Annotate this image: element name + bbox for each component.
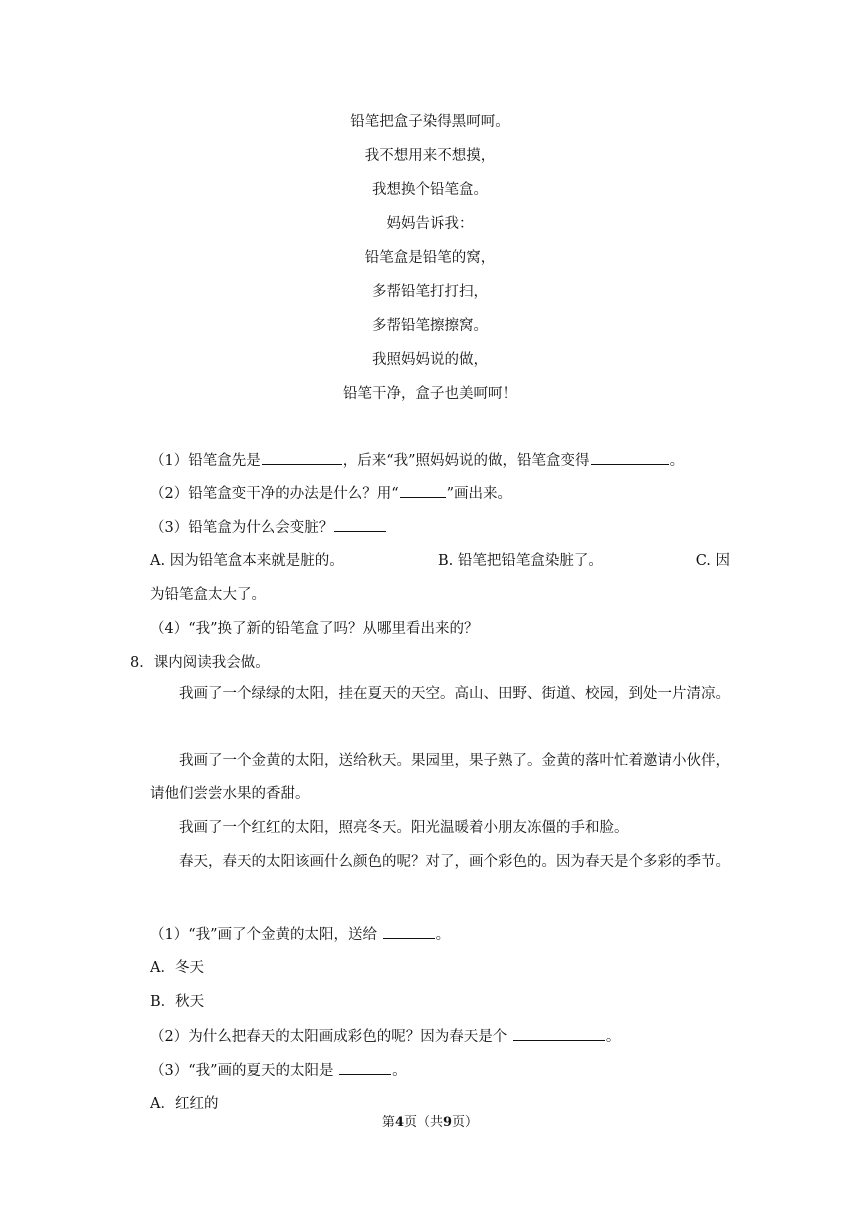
q8-paragraph: 我画了一个绿绿的太阳，挂在夏天的天空。高山、田野、街道、校园，到处一片清凉。 [179, 686, 730, 702]
q7-sub3-option-a[interactable]: A. 因为铅笔盒本来就是脏的。 [150, 553, 344, 569]
poem-line: 妈妈告诉我： [386, 216, 474, 232]
footer-text: 第 [381, 1115, 395, 1130]
q7-sub1-text-c: 。 [669, 453, 685, 469]
q8-sub3-text: （3）“我”画的夏天的太阳是 [150, 1063, 334, 1079]
q7-sub2-text-a: （2）铅笔盒变干净的办法是什么？用“ [150, 486, 399, 502]
q8-sub3-option-a[interactable]: A．红红的 [150, 1096, 219, 1112]
poem-line: 多帮铅笔擦擦窝。 [372, 318, 488, 334]
q8-sub2 [150, 1026, 620, 1047]
poem-line: 铅笔把盒子染得黑呵呵。 [350, 114, 510, 130]
q7-sub2-text-b: ”画出来。 [446, 486, 513, 502]
page-footer [0, 1111, 860, 1130]
q8-sub1 [150, 924, 450, 945]
q8-sub1-option-a[interactable]: A．冬天 [150, 960, 204, 976]
q8-sub3 [150, 1060, 407, 1081]
q8-paragraph: 春天，春天的太阳该画什么颜色的呢？对了，画个彩色的。因为春天是个多彩的季节。 [179, 854, 730, 870]
answer-blank[interactable] [513, 1026, 605, 1041]
answer-blank[interactable] [339, 1060, 391, 1075]
q8-sub1-text: （1）“我”画了个金黄的太阳，送给 [150, 927, 378, 943]
poem-line: 我想换个铅笔盒。 [372, 182, 488, 198]
footer-text: 页（共 [403, 1115, 443, 1130]
period: 。 [392, 1063, 407, 1079]
period: 。 [435, 927, 451, 943]
q8-paragraph: 我画了一个红红的太阳，照亮冬天。阳光温暖着小朋友冻僵的手和脸。 [179, 820, 629, 836]
answer-blank[interactable] [591, 450, 669, 465]
period: 。 [605, 1029, 621, 1045]
q7-sub3 [150, 517, 387, 538]
poem-line: 铅笔干净，盒子也美呵呵！ [343, 386, 517, 402]
q7-sub1-text-b: ，后来“我”照妈妈说的做，铅笔盒变得 [342, 453, 590, 469]
q7-sub2 [150, 483, 512, 504]
poem-line: 多帮铅笔打打扫， [372, 284, 488, 300]
answer-blank[interactable] [383, 924, 435, 939]
poem [0, 110, 860, 416]
poem-line: 我照妈妈说的做， [372, 352, 488, 368]
q8-paragraph: 我画了一个金黄的太阳，送给秋天。果园里，果子熟了。金黄的落叶忙着邀请小伙伴，请他们尝尝水果的香甜。 [150, 753, 730, 802]
q7-sub3-option-b[interactable]: B. 铅笔把铅笔盒染脏了。 [438, 553, 603, 569]
q7-sub3-option-c[interactable]: C. 因 [695, 553, 730, 569]
page-number: 4 [394, 1115, 404, 1130]
poem-line: 我不想用来不想摸， [364, 148, 496, 164]
q7-sub3-text: （3）铅笔盒为什么会变脏？ [150, 520, 334, 536]
page-total: 9 [443, 1115, 453, 1130]
q8-title: 8．课内阅读我会做。 [130, 655, 270, 671]
q7-sub3-option-c-cont: 为铅笔盒太大了。 [150, 587, 266, 603]
footer-text: 页） [452, 1115, 479, 1130]
answer-blank[interactable] [334, 517, 386, 532]
answer-blank[interactable] [400, 483, 446, 498]
q7-sub4: （4）“我”换了新的铅笔盒了吗？从哪里看出来的？ [150, 621, 479, 637]
q8-sub2-text: （2）为什么把春天的太阳画成彩色的呢？因为春天是个 [150, 1029, 508, 1045]
poem-line: 铅笔盒是铅笔的窝， [364, 250, 496, 266]
answer-blank[interactable] [262, 450, 342, 465]
q7-sub1-text-a: （1）铅笔盒先是 [150, 453, 261, 469]
q7-sub1 [150, 450, 684, 471]
q8-sub1-option-b[interactable]: B．秋天 [150, 994, 205, 1010]
